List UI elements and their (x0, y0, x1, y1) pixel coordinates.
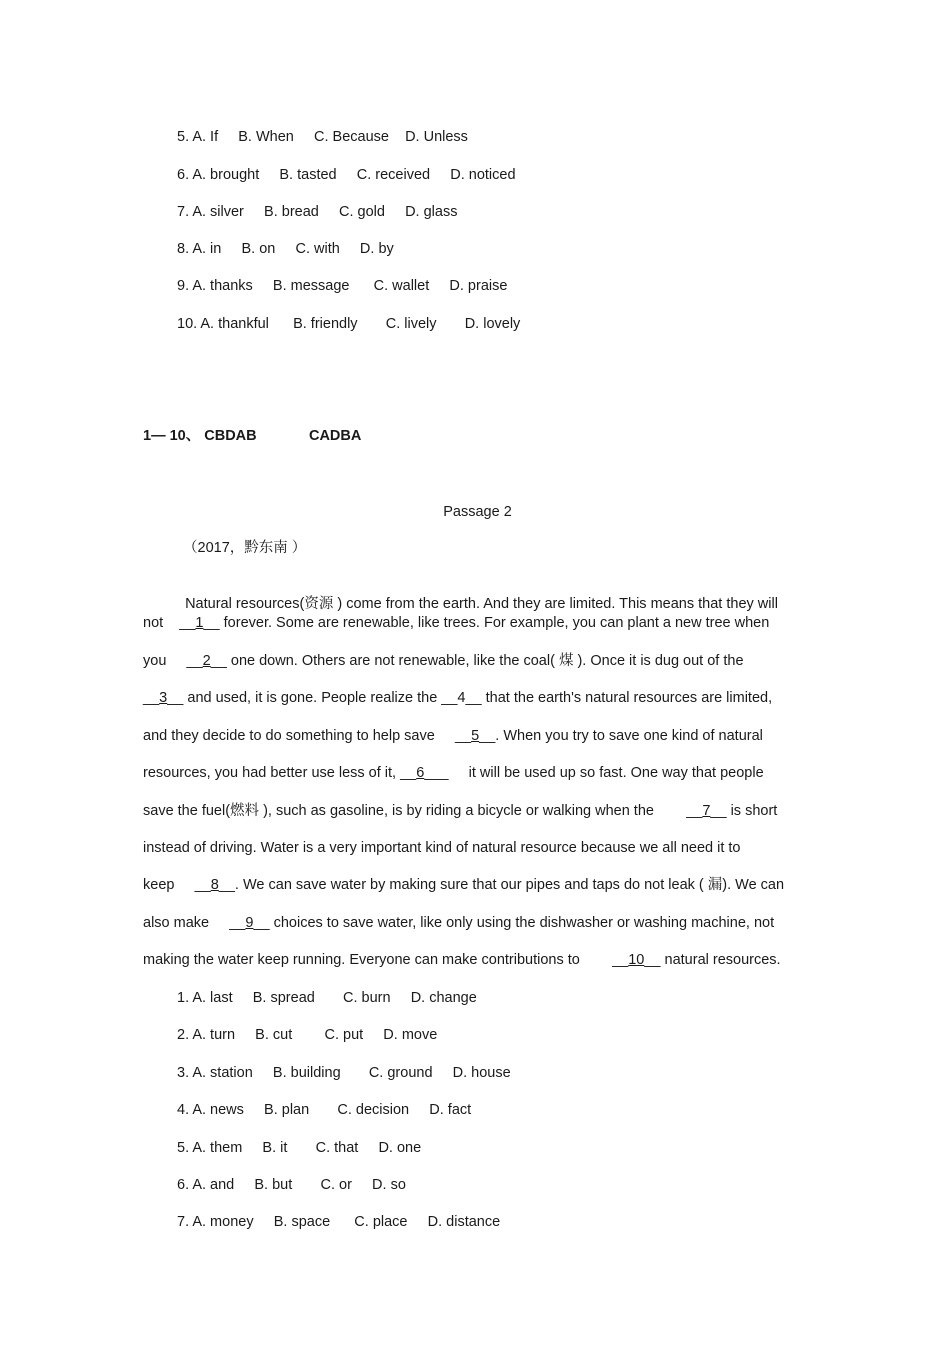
blank-3: 3 (159, 690, 168, 706)
blank-8: 8 (210, 877, 219, 893)
option-line-5: 5. A. If B. When C. Because D. Unless (177, 129, 468, 145)
option-line-10: 10. A. thankful B. friendly C. lively D. lovely (177, 316, 521, 332)
passage-line: __3__ and used, it is gone. People realize the __4__ that the earth's natural resources are limited, (143, 690, 773, 706)
passage-line: keep __8__. We can save water by making sure that our pipes and taps do not leak ( 漏). We can (143, 877, 785, 893)
blank-6: 6 (416, 765, 425, 781)
option-line-2: 2. A. turn B. cut C. put D. move (177, 1027, 438, 1043)
answer-key: 1— 10、 CBDAB CADBA (143, 428, 362, 444)
blank-9: 9 (245, 915, 254, 931)
blank-1: 1 (195, 615, 204, 631)
passage-line: also make __9__ choices to save water, like only using the dishwasher or washing machine, not (143, 915, 775, 931)
blank-7: 7 (702, 803, 711, 819)
option-line-9: 9. A. thanks B. message C. wallet D. praise (177, 278, 508, 294)
option-line-6: 6. A. brought B. tasted C. received D. noticed (177, 167, 516, 183)
passage-line: making the water keep running. Everyone can make contributions to __10__ natural resources. (143, 952, 781, 968)
passage-source: （2017，黔东南 ） (183, 540, 307, 556)
option-line-7b: 7. A. money B. space C. place D. distance (177, 1214, 501, 1230)
option-line-3: 3. A. station B. building C. ground D. house (177, 1065, 511, 1081)
passage-line: Natural resources(资源 ) come from the earth. And they are limited. This means that they will (185, 596, 778, 612)
passage-line: resources, you had better use less of it, __6___ it will be used up so fast. One way that people (143, 765, 764, 781)
option-line-5b: 5. A. them B. it C. that D. one (177, 1140, 422, 1156)
option-line-1: 1. A. last B. spread C. burn D. change (177, 990, 477, 1006)
blank-5: 5 (471, 728, 480, 744)
passage-line: not __1__ forever. Some are renewable, like trees. For example, you can plant a new tree when (143, 615, 770, 631)
passage-line: instead of driving. Water is a very important kind of natural resource because we all need it to (143, 840, 741, 856)
passage-title: Passage 2 (443, 504, 512, 520)
blank-10: 10 (628, 952, 645, 968)
blank-2: 2 (202, 653, 211, 669)
option-line-7: 7. A. silver B. bread C. gold D. glass (177, 204, 458, 220)
option-line-8: 8. A. in B. on C. with D. by (177, 241, 394, 257)
passage-line: you __2__ one down. Others are not renewable, like the coal( 煤 ). Once it is dug out of the (143, 653, 744, 669)
passage-line: save the fuel(燃料 ), such as gasoline, is by riding a bicycle or walking when the __7__ is short (143, 803, 778, 819)
passage-line: and they decide to do something to help save __5__. When you try to save one kind of natural (143, 728, 763, 744)
option-line-4: 4. A. news B. plan C. decision D. fact (177, 1102, 472, 1118)
option-line-6b: 6. A. and B. but C. or D. so (177, 1177, 406, 1193)
